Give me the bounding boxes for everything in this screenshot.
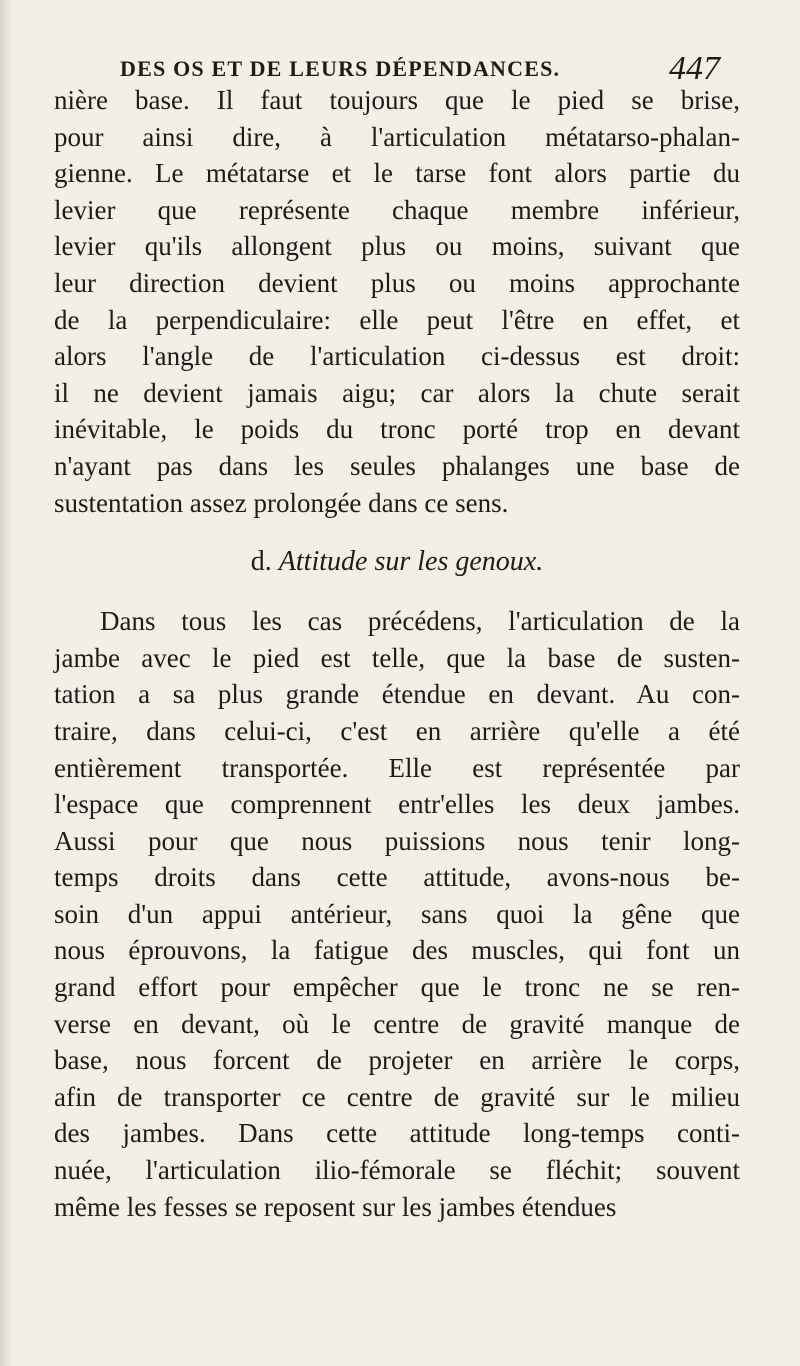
text-line: alors l'angle de l'articulation ci-dessus est droit: xyxy=(54,341,740,372)
text-line: jambe avec le pied est telle, que la base de susten- xyxy=(54,642,740,673)
text-line: gienne. Le métatarse et le tarse font alors partie du xyxy=(54,158,740,189)
text-line: traire, dans celui-ci, c'est en arrière qu'elle a été xyxy=(54,715,740,746)
section-letter: d. xyxy=(250,546,272,578)
text-line: entièrement transportée. Elle est représentée par xyxy=(54,752,740,783)
text-line: même les fesses se reposent sur les jambes étendues xyxy=(54,1191,617,1222)
text-line: n'ayant pas dans les seules phalanges une base de xyxy=(54,450,740,481)
text-line: il ne devient jamais aigu; car alors la chute serait xyxy=(54,377,740,408)
running-head: DES OS ET DE LEURS DÉPENDANCES. xyxy=(120,56,561,81)
text-line: grand effort pour empêcher que le tronc ne se ren- xyxy=(54,972,740,1003)
text-line: tation a sa plus grande étendue en devant. Au con- xyxy=(54,679,740,710)
text-line: Dans tous les cas précédens, l'articulation de la xyxy=(100,606,740,637)
body-text xyxy=(54,82,740,1225)
text-line: leur direction devient plus ou moins approchante xyxy=(54,267,740,298)
text-line: de la perpendiculaire: elle peut l'être en effet, et xyxy=(54,304,740,335)
text-line: sustentation assez prolongée dans ce sens. xyxy=(54,487,509,518)
page-gutter-shadow xyxy=(0,0,12,1366)
text-line: nous éprouvons, la fatigue des muscles, qui font un xyxy=(54,935,740,966)
paragraph-2 xyxy=(54,603,740,1225)
text-line: nuée, l'articulation ilio-fémorale se fléchit; souvent xyxy=(54,1155,740,1186)
text-line: l'espace que comprennent entr'elles les deux jambes. xyxy=(54,789,740,820)
text-line: pour ainsi dire, à l'articulation métatarso-phalan- xyxy=(54,121,740,152)
text-line: Aussi pour que nous puissions nous tenir long- xyxy=(54,825,740,856)
section-title: Attitude sur les genoux. xyxy=(278,546,544,578)
text-line: levier qu'ils allongent plus ou moins, suivant que xyxy=(54,231,740,262)
text-line: des jambes. Dans cette attitude long-temps conti- xyxy=(54,1118,740,1149)
text-line: verse en devant, où le centre de gravité manque de xyxy=(54,1008,740,1039)
text-line: base, nous forcent de projeter en arrière le corps, xyxy=(54,1045,740,1076)
paragraph-1 xyxy=(54,82,740,521)
text-line: soin d'un appui antérieur, sans quoi la gêne que xyxy=(54,898,740,929)
text-line: afin de transporter ce centre de gravité sur le milieu xyxy=(54,1081,740,1112)
section-heading xyxy=(54,521,740,603)
page-number: 447 xyxy=(669,50,720,87)
text-line: inévitable, le poids du tronc porté trop en devant xyxy=(54,414,740,445)
text-line: nière base. Il faut toujours que le pied se brise, xyxy=(54,85,740,115)
text-line: temps droits dans cette attitude, avons-nous be- xyxy=(54,862,740,893)
text-line: levier que représente chaque membre inférieur, xyxy=(54,194,740,225)
